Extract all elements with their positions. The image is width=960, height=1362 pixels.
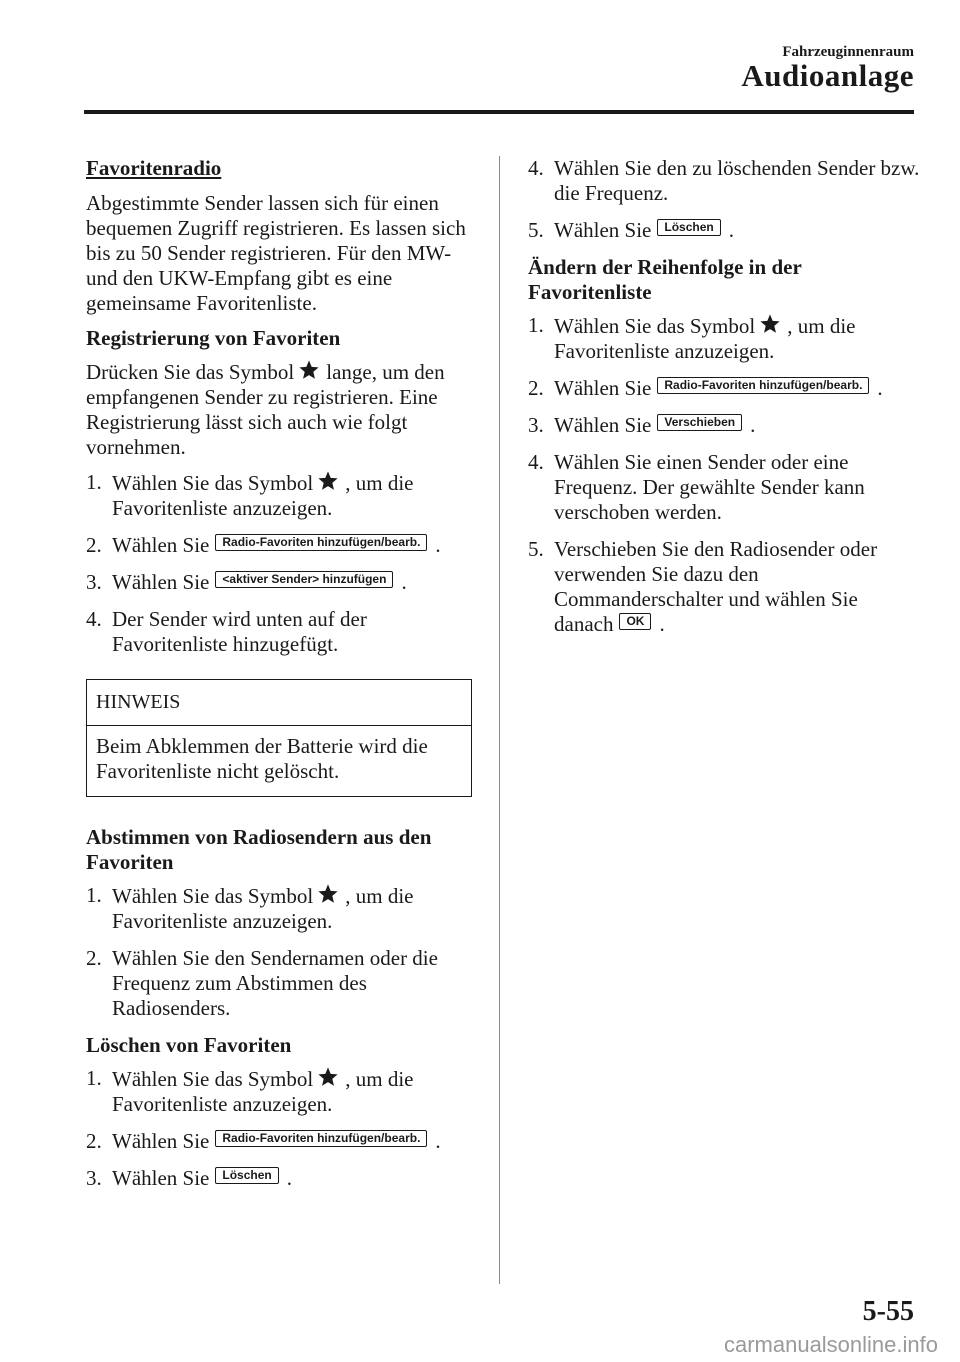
header-section: Fahrzeuginnenraum	[782, 44, 914, 60]
list-item	[528, 450, 920, 525]
reihenfolge-heading: Ändern der Reihenfolge in der Favoritenliste	[528, 255, 802, 304]
list-item	[528, 413, 920, 438]
list-item	[528, 156, 920, 206]
step-number: 2.	[528, 376, 544, 400]
step-text: Wählen Sie	[554, 413, 652, 437]
header-chapter: Audioanlage	[741, 58, 914, 93]
loeschen-heading: Löschen von Favoriten	[86, 1033, 292, 1057]
note-title: HINWEIS	[87, 680, 471, 726]
step-text: Wählen Sie das Symbol	[112, 884, 314, 908]
star-icon	[298, 359, 320, 381]
note-body: Beim Abklemmen der Batterie wird die Favoritenliste nicht gelöscht.	[96, 734, 428, 783]
step-text-end: .	[750, 413, 756, 437]
page-number: 5-55	[862, 1296, 914, 1327]
step-text: Wählen Sie	[554, 376, 652, 400]
step-number: 3.	[86, 570, 102, 594]
list-item	[86, 1166, 472, 1191]
registrierung-paragraph	[86, 359, 472, 460]
step-text-end: .	[435, 1129, 441, 1153]
step-text: Wählen Sie	[112, 1166, 210, 1190]
step-number: 2.	[86, 1129, 102, 1153]
star-icon	[759, 313, 781, 335]
radio-favoriten-button: Radio-Favoriten hinzufügen/bearb.	[657, 377, 869, 394]
step-text: Verschieben Sie den Radiosender oder verwenden Sie dazu den Commanderschalter und wählen Sie danach	[554, 537, 878, 636]
step-number: 1.	[528, 313, 544, 337]
left-column	[86, 156, 472, 1203]
list-item	[86, 470, 472, 521]
step-number: 4.	[528, 450, 544, 474]
step-number: 4.	[86, 607, 102, 631]
step-number: 1.	[86, 1066, 102, 1090]
step-number: 3.	[528, 413, 544, 437]
list-item	[86, 883, 472, 934]
step-text: Wählen Sie den Sendernamen oder die Frequenz zum Abstimmen des Radiosenders.	[112, 946, 438, 1020]
watermark: carmanualsonline.info	[723, 1332, 938, 1357]
list-item	[86, 1066, 472, 1117]
step-text: Wählen Sie	[112, 570, 210, 594]
column-divider	[499, 156, 500, 1284]
loeschen-button: Löschen	[215, 1167, 278, 1184]
step-text-end: , um die Favoritenliste anzuzeigen.	[112, 1067, 414, 1116]
step-number: 1.	[86, 883, 102, 907]
step-number: 1.	[86, 470, 102, 494]
list-item	[528, 376, 920, 401]
header-rule	[84, 110, 914, 114]
intro-paragraph: Abgestimmte Sender lassen sich für einen bequemen Zugriff registrieren. Es lassen sich bis zu 50 Sender registrieren. Für den MW- und den UKW-Empfang gibt es eine gemeinsame Favoritenliste.	[86, 191, 466, 315]
step-text-end: .	[435, 533, 441, 557]
step-text-end: .	[659, 612, 665, 636]
ok-button: OK	[619, 613, 651, 630]
reg-para-text-a: Drücken Sie das Symbol	[86, 360, 295, 384]
list-item	[86, 1129, 472, 1154]
note-box	[86, 679, 472, 797]
list-item	[86, 607, 472, 657]
favoritenradio-heading: Favoritenradio	[86, 156, 222, 180]
step-text: Wählen Sie das Symbol	[554, 314, 756, 338]
star-icon	[317, 1066, 339, 1088]
abstimmen-heading: Abstimmen von Radiosendern aus den Favoriten	[86, 825, 432, 874]
list-item	[86, 946, 472, 1021]
step-text: Wählen Sie	[112, 533, 210, 557]
step-number: 5.	[528, 218, 544, 242]
step-number: 2.	[86, 533, 102, 557]
verschieben-button: Verschieben	[657, 414, 742, 431]
step-text-end: , um die Favoritenliste anzuzeigen.	[112, 471, 414, 520]
step-text: Wählen Sie einen Sender oder eine Frequenz. Der gewählte Sender kann verschoben werden.	[554, 450, 865, 524]
step-text-end: .	[728, 218, 734, 242]
list-item	[528, 313, 920, 364]
star-icon	[317, 470, 339, 492]
step-text-end: , um die Favoritenliste anzuzeigen.	[112, 884, 414, 933]
list-item	[86, 533, 472, 558]
step-text-end: .	[877, 376, 883, 400]
step-text: Wählen Sie das Symbol	[112, 1067, 314, 1091]
radio-favoriten-button: Radio-Favoriten hinzufügen/bearb.	[215, 534, 427, 551]
loeschen-button: Löschen	[657, 219, 720, 236]
list-item	[528, 218, 920, 243]
step-text: Wählen Sie	[112, 1129, 210, 1153]
aktiver-sender-button: <aktiver Sender> hinzufügen	[215, 571, 393, 588]
step-text: Wählen Sie	[554, 218, 652, 242]
step-text: Wählen Sie das Symbol	[112, 471, 314, 495]
radio-favoriten-button: Radio-Favoriten hinzufügen/bearb.	[215, 1130, 427, 1147]
step-number: 3.	[86, 1166, 102, 1190]
step-number: 4.	[528, 156, 544, 180]
step-text-end: , um die Favoritenliste anzuzeigen.	[554, 314, 856, 363]
star-icon	[317, 883, 339, 905]
reg-para-text-b: lange, um den empfangenen Sender zu registrieren. Eine Registrierung lässt sich auch wie folgt vornehmen.	[86, 360, 445, 459]
step-text: Der Sender wird unten auf der Favoritenliste hinzugefügt.	[112, 607, 367, 656]
step-number: 2.	[86, 946, 102, 970]
step-text-end: .	[401, 570, 407, 594]
list-item	[86, 570, 472, 595]
right-column	[528, 156, 920, 649]
step-text-end: .	[286, 1166, 292, 1190]
step-number: 5.	[528, 537, 544, 561]
step-text: Wählen Sie den zu löschenden Sender bzw. die Frequenz.	[554, 156, 920, 205]
list-item	[528, 537, 920, 637]
registrierung-heading: Registrierung von Favoriten	[86, 326, 341, 350]
